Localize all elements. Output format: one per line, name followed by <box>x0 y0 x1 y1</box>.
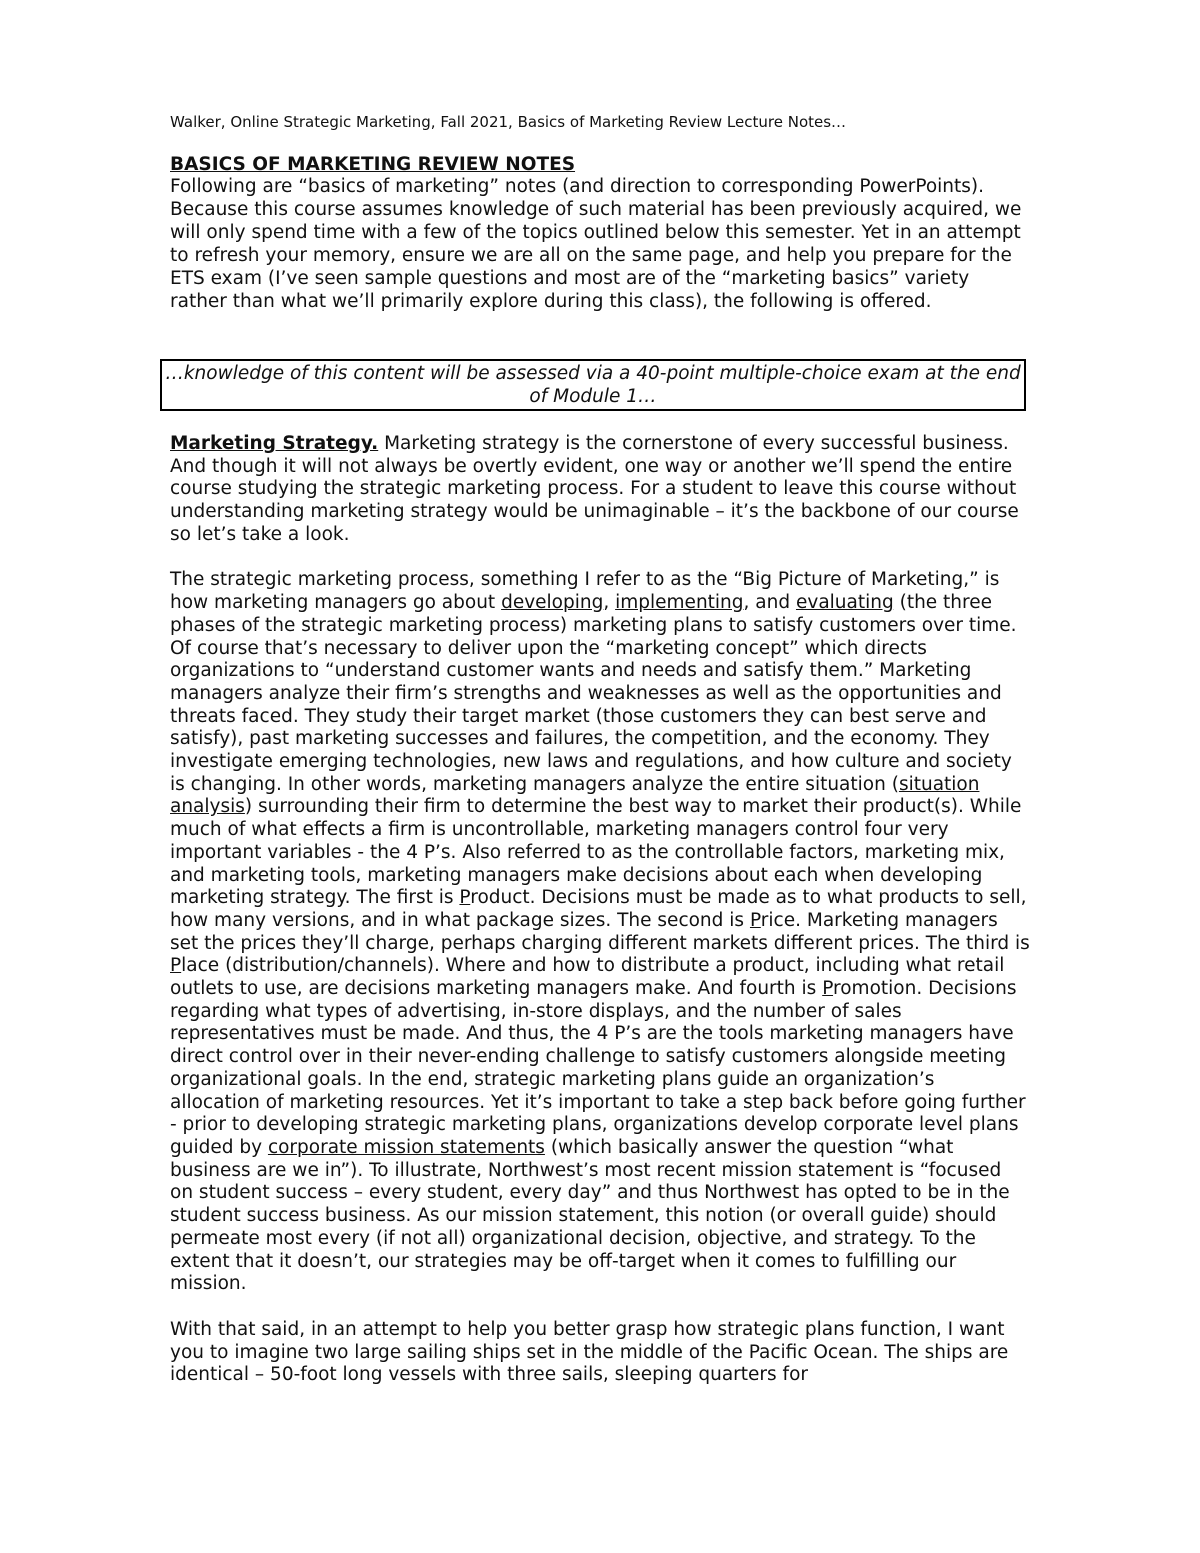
term-evaluating: evaluating <box>795 592 894 614</box>
marketing-strategy-paragraph <box>170 433 1030 547</box>
text-run: (which basically answer the question “what business are we in”). To illustrate, Northwest’s most recent mission statement is “focused on student success – every student, every day” and thus Northwest has opted to be in the student success business. As our mission statement, this notion (or overall guide) should permeate most every (if not all) organizational decision, objective, and strategy. To the extent that it doesn’t, our strategies may be off-target when it comes to fulfilling our mission. <box>170 1136 1010 1295</box>
intro-paragraph: Following are “basics of marketing” notes (and direction to corresponding PowerPoints). Because this course assumes knowledge of such material has been previously acquired, we will only spend time with a few of the topics outlined below this semester. Yet in an attempt to refresh your memory, ensure we are all on the same page, and help you prepare for the ETS exam (I’ve seen sample questions and most are of the “marketing basics” variety rather than what we’ll primarily explore during this class), the following is offered. <box>170 176 1022 312</box>
text-run: (the three phases of the strategic marketing process) marketing plans to satisfy customers over time. Of course that’s necessary to deliver upon the “marketing concept” which directs organizations to “understand customer wants and needs and satisfy them.” Marketing managers analyze their firm’s strengths and weaknesses as well as the opportunities and threats faced. They study their target market (those customers they can best serve and satisfy), past marketing successes and failures, the competition, and the economy. They investigate emerging technologies, new laws and regulations, and how culture and society is changing. In other words, marketing managers analyze the entire situation ( <box>170 592 1017 795</box>
text-run: ) surrounding their firm to determine the best way to market their product(s). While much of what effects a firm is uncontrollable, marketing managers control four very important variables - the 4 P’s. Also referred to as the controllable factors, marketing mix, and marketing tools, marketing managers make decisions about each when developing marketing strategy. The first is <box>170 796 1022 909</box>
main-body <box>170 433 1030 1387</box>
text-run: romotion. Decisions regarding what types of advertising, in-store displays, and the number of sales representatives must be made. And thus, the 4 P’s are the tools marketing managers have direct control over in their never-ending challenge to satisfy customers alongside meeting organizational goals. In the end, strategic marketing plans guide an organization’s allocation of marketing resources. Yet it’s important to take a step back before going further - prior to developing strategic marketing plans, organizations develop corporate level plans guided by <box>170 978 1026 1158</box>
text-run: , and <box>743 592 796 614</box>
sailing-ships-paragraph: With that said, in an attempt to help you better grasp how strategic plans function, I want you to imagine two large sailing ships set in the middle of the Pacific Ocean. The ships are identical – 50-foot long vessels with three sails, sleeping quarters for <box>170 1318 1009 1386</box>
document-title: BASICS OF MARKETING REVIEW NOTES <box>170 154 576 175</box>
p-initial-place: P <box>170 955 182 977</box>
paragraph-gap <box>170 1296 1030 1319</box>
running-header: Walker, Online Strategic Marketing, Fall 2021, Basics of Marketing Review Lecture Notes… <box>170 113 847 131</box>
term-situation-analysis: situation analysis <box>170 773 980 818</box>
paragraph-text: Marketing strategy is the cornerstone of every successful business. And though it will not always be overtly evident, one way or another we’ll spend the entire course studying the strategic marketing process. For a student to leave this course without understanding marketing strategy would be unimaginable – it’s the backbone of our course so let’s take a look. <box>170 433 1019 545</box>
text-run: roduct. Decisions must be made as to what products to sell, how many versions, and in what package sizes. The second is <box>170 887 1027 931</box>
intro-section <box>170 176 1030 313</box>
term-implementing: implementing <box>615 592 744 614</box>
text-run: rice. Marketing managers set the prices they’ll charge, perhaps charging different markets different prices. The third is <box>170 909 1030 954</box>
section-heading-marketing-strategy: Marketing Strategy. <box>170 433 379 454</box>
paragraph-gap <box>170 547 1030 570</box>
term-corporate-mission-statements: corporate mission statements <box>267 1136 545 1158</box>
p-initial-promotion: P <box>822 978 834 1000</box>
p-initial-product: P <box>459 887 471 909</box>
text-run: lace (distribution/channels). Where and how to distribute a product, including what retail outlets to use, are decisions marketing managers make. And fourth is <box>170 955 1005 1000</box>
p-initial-price: P <box>749 909 761 931</box>
term-developing: developing <box>501 592 604 614</box>
text-run: , <box>603 592 616 614</box>
assessment-callout-box: …knowledge of this content will be assessed via a 40-point multiple-choice exam at the end of Module 1… <box>160 359 1026 411</box>
strategic-process-paragraph <box>170 569 1030 1296</box>
text-run: The strategic marketing process, something I refer to as the “Big Picture of Marketing,” is how marketing managers go about <box>170 569 1000 614</box>
